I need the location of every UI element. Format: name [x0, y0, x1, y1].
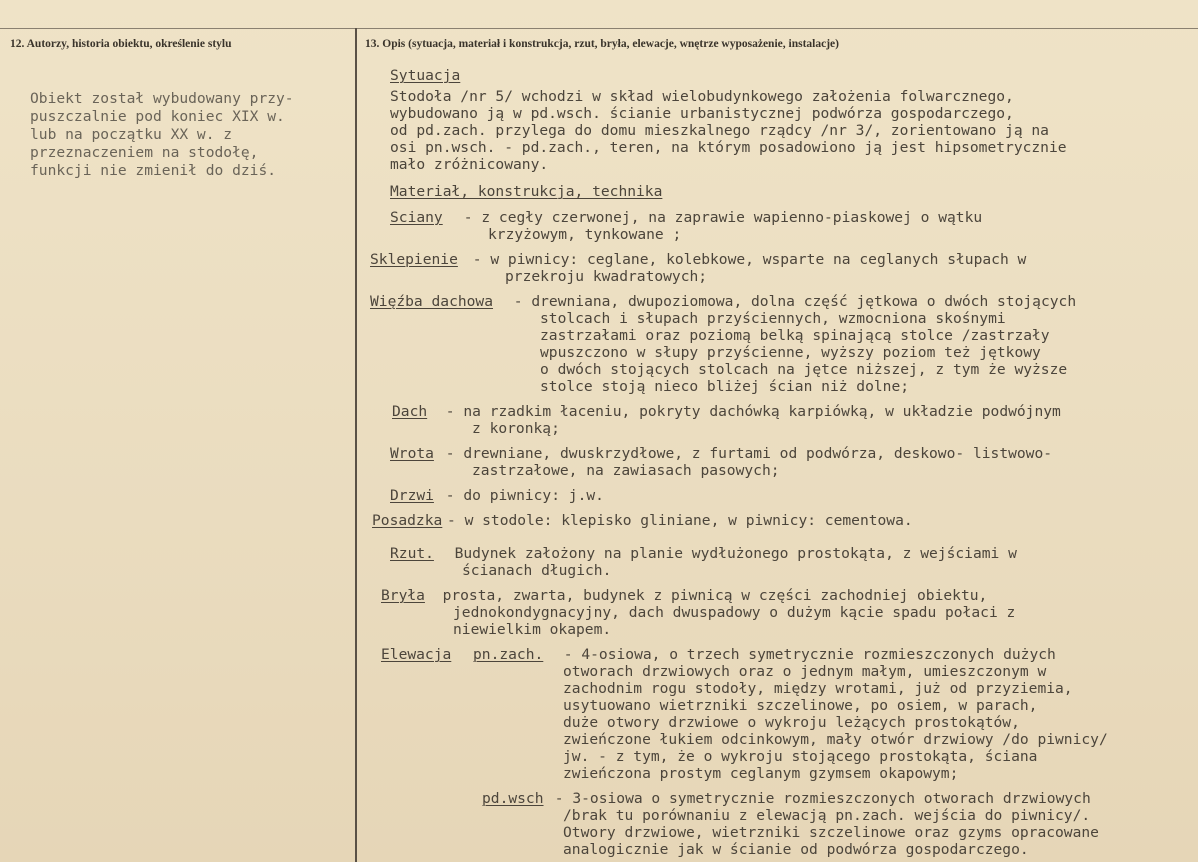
- sytuacja-line: osi pn.wsch. - pd.zach., teren, na którym posadowiono ją jest hipsometrycznie: [390, 139, 1067, 156]
- elewacja-line: otworach drzwiowych oraz o jednym małym, umieszczonym w: [563, 663, 1047, 680]
- wiezba-line: o dwóch stojących stolcach na jętce niższej, z tym że wyższe: [540, 361, 1068, 378]
- wiezba-line: wpuszczono w słupy przyścienne, wyższy poziom też jętkowy: [540, 344, 1041, 361]
- wrota-line: - drewniane, dwuskrzydłowe, z furtami od podwórza, deskowo- listwowo-: [437, 445, 1053, 462]
- elewacja-line: zwieńczone łukiem odcinkowym, mały otwór drzwiowy /do piwnicy/: [563, 731, 1108, 748]
- sciany-label: Sciany: [390, 209, 443, 226]
- wrota-label: Wrota: [390, 445, 434, 462]
- bryla-line: niewielkim okapem.: [453, 621, 612, 638]
- rzut-line: Budynek założony na planie wydłużonego prostokąta, z wejściami w: [437, 545, 1017, 562]
- elewacja-line: zachodnim rogu stodoły, między wrotami, już od przyziemia,: [563, 680, 1073, 697]
- elewacja-line: duże otwory drzwiowe o wykroju leżących prostokątów,: [563, 714, 1020, 731]
- sciany-line: - z cegły czerwonej, na zaprawie wapienno-piaskowej o wątku: [455, 209, 983, 226]
- pdwsch-line: - 3-osiowa o symetrycznie rozmieszczonych otworach drzwiowych: [546, 790, 1091, 807]
- history-line: puszczalnie pod koniec XIX w.: [30, 108, 285, 125]
- wiezba-label: Więźba dachowa: [370, 293, 494, 310]
- bryla-line: jednokondygnacyjny, dach dwuspadowy o dużym kącie spadu połaci z: [453, 604, 1016, 621]
- sklepienie-label: Sklepienie: [370, 251, 458, 268]
- elewacja-label: Elewacja: [381, 646, 452, 663]
- left-column-header: 12. Autorzy, historia obiektu, określenie stylu: [10, 38, 232, 50]
- right-column-header: 13. Opis (sytuacja, materiał i konstrukcja, rzut, bryła, elewacje, wnętrze wyposażenie, instalacje): [365, 38, 839, 50]
- history-line: przeznaczeniem na stodołę,: [30, 144, 259, 161]
- pdwsch-line: Otwory drzwiowe, wietrzniki szczelinowe oraz gzyms opracowane: [563, 824, 1099, 841]
- history-line: lub na początku XX w. z: [30, 126, 233, 143]
- dach-line: z koronką;: [472, 420, 560, 437]
- wiezba-line: zastrzałami oraz poziomą belką spinającą stolce /zastrzały: [540, 327, 1050, 344]
- sytuacja-line: wybudowano ją w pd.wsch. ścianie urbanistycznej podwórza gospodarczego,: [390, 105, 1014, 122]
- elewacja-line: - 4-osiowa, o trzech symetrycznie rozmieszczonych dużych: [555, 646, 1056, 663]
- sytuacja-line: Stodoła /nr 5/ wchodzi w skład wielobudynkowego założenia folwarcznego,: [390, 88, 1014, 105]
- wiezba-line: stolce stoją nieco bliżej ścian niż dolne;: [540, 378, 910, 395]
- wiezba-line: - drewniana, dwupoziomowa, dolna część jętkowa o dwóch stojących: [505, 293, 1077, 310]
- bryla-label: Bryła: [381, 587, 425, 604]
- sklepienie-line: - w piwnicy: ceglane, kolebkowe, wsparte na ceglanych słupach w: [464, 251, 1027, 268]
- elewacja-line: usytuowano wietrzniki szczelinowe, po osiem, w parach,: [563, 697, 1038, 714]
- elewacja-sub-label: pn.zach.: [473, 646, 544, 663]
- sytuacja-line: od pd.zach. przylega do domu mieszkalnego rządcy /nr 3/, zorientowano ją na: [390, 122, 1049, 139]
- pdwsch-label: pd.wsch: [482, 790, 544, 807]
- sklepienie-line: przekroju kwadratowych;: [505, 268, 708, 285]
- posadzka-label: Posadzka: [372, 512, 443, 529]
- drzwi-line: - do piwnicy: j.w.: [437, 487, 604, 504]
- dach-line: - na rzadkim łaceniu, pokryty dachówką karpiówką, w układzie podwójnym: [437, 403, 1061, 420]
- sciany-line: krzyżowym, tynkowane ;: [488, 226, 682, 243]
- history-line: funkcji nie zmienił do dziś.: [30, 162, 277, 179]
- header-rule: [0, 28, 1198, 29]
- history-line: Obiekt został wybudowany przy-: [30, 90, 294, 107]
- pdwsch-line: /brak tu porównaniu z elewacją pn.zach. wejścia do piwnicy/.: [563, 807, 1091, 824]
- posadzka-line: - w stodole: klepisko gliniane, w piwnicy: cementowa.: [447, 512, 913, 529]
- sytuacja-heading: Sytuacja: [390, 67, 461, 84]
- dach-label: Dach: [392, 403, 428, 420]
- history-text: [30, 72, 340, 198]
- rzut-label: Rzut.: [390, 545, 434, 562]
- wiezba-line: stolcach i słupach przyściennych, wzmocniona skośnymi: [540, 310, 1006, 327]
- material-heading: Materiał, konstrukcja, technika: [390, 183, 663, 200]
- elewacja-line: jw. - z tym, że o wykroju stojącego prostokąta, ściana: [563, 748, 1038, 765]
- sytuacja-line: mało zróżnicowany.: [390, 156, 549, 173]
- column-divider: [355, 28, 357, 862]
- wrota-line: zastrzałowe, na zawiasach pasowych;: [472, 462, 780, 479]
- drzwi-label: Drzwi: [390, 487, 434, 504]
- pdwsch-line: analogicznie jak w ścianie od podwórza gospodarczego.: [563, 841, 1029, 858]
- elewacja-line: zwieńczona prostym ceglanym gzymsem okapowym;: [563, 765, 959, 782]
- rzut-line: ścianach długich.: [462, 562, 612, 579]
- bryla-line: prosta, zwarta, budynek z piwnicą w części zachodniej obiektu,: [425, 587, 988, 604]
